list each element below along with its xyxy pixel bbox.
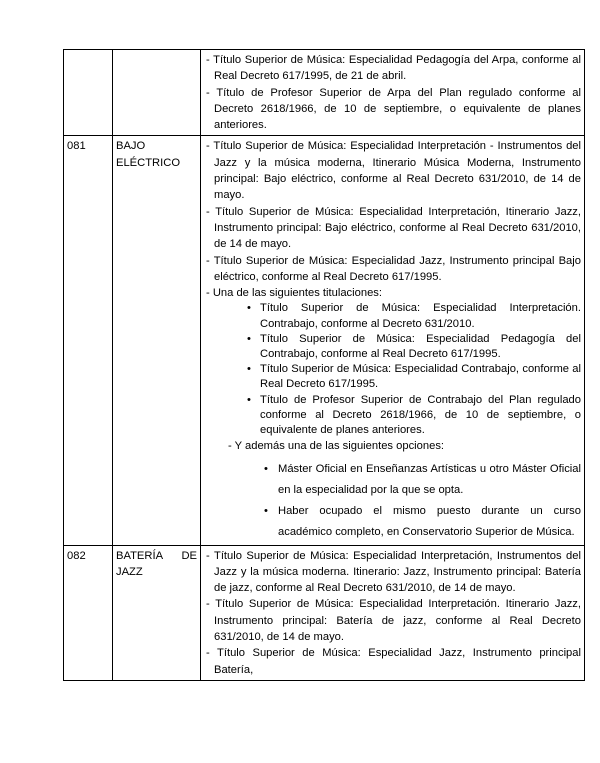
list-item: • Título Superior de Música: Especialidad Pedagogía del Contrabajo, conforme al Real Decreto 617/1995.: [260, 332, 581, 362]
table-row: [64, 50, 585, 136]
degree-item: - Título Superior de Música: Especialidad Interpretación, Instrumentos del Jazz y la música moderna. Itinerario: Jazz, Instrumento principal: Batería de jazz, conforme al Real Decreto 631/2010, de 14 de mayo.: [206, 549, 581, 595]
list-item: • Título Superior de Música: Especialidad Contrabajo, conforme al Real Decreto 617/1995.: [260, 362, 581, 392]
row-name-cell: BAJO ELÉCTRICO: [113, 136, 201, 545]
degree-item: - Una de las siguientes titulaciones:: [206, 287, 382, 300]
name-word: BATERÍA: [116, 549, 164, 562]
name-word: DE: [181, 549, 197, 562]
row-degrees-cell: [201, 136, 585, 545]
additional-requirement-label: - Y además una de las siguientes opciones:: [228, 440, 445, 453]
row-degrees-cell: [201, 50, 585, 136]
qualifications-table: [63, 49, 585, 681]
row-code-cell: 082: [64, 545, 113, 680]
row-name-cell: [113, 545, 201, 680]
table-row: [64, 136, 585, 545]
degree-item: - Título de Profesor Superior de Arpa del Plan regulado conforme al Decreto 2618/1966, de 10 de septiembre, o equivalente de planes anteriores.: [206, 86, 581, 132]
options-list: [204, 459, 581, 543]
degree-item: - Título Superior de Música: Especialidad Jazz, Instrumento principal Bajo eléctrico, conforme al Real Decreto 617/1995.: [206, 254, 581, 283]
list-item: • Título Superior de Música: Especialidad Interpretación. Contrabajo, conforme al Decreto 631/2010.: [260, 301, 581, 331]
row-name-cell: [113, 50, 201, 136]
degree-item: - Título Superior de Música: Especialidad Interpretación, Itinerario Jazz, Instrumento principal: Bajo eléctrico, conforme al Real Decreto 631/2010, de 14 de mayo.: [206, 205, 581, 251]
name-word: JAZZ: [116, 565, 143, 578]
degree-item: - Título Superior de Música: Especialidad Pedagogía del Arpa, conforme al Real Decreto 617/1995, de 21 de abril.: [206, 54, 581, 83]
table-row: [64, 545, 585, 680]
degree-item: - Título Superior de Música: Especialidad Jazz, Instrumento principal Batería,: [206, 647, 581, 676]
row-code-cell: [64, 50, 113, 136]
list-item: • Título de Profesor Superior de Contrabajo del Plan regulado conforme al Decreto 2618/1966, de 10 de septiembre, o equivalente de planes anteriores.: [260, 393, 581, 439]
row-degrees-cell: [201, 545, 585, 680]
list-item: • Máster Oficial en Enseñanzas Artísticas u otro Máster Oficial en la especialidad por la que se opta.: [278, 459, 581, 501]
degree-item: - Título Superior de Música: Especialidad Interpretación - Instrumentos del Jazz y la música moderna, Itinerario Música Moderna, Instrumento principal: Bajo eléctrico, conforme al Real Decreto 631/2010, de 14 de mayo.: [206, 140, 581, 202]
degree-item: - Título Superior de Música: Especialidad Interpretación. Itinerario Jazz, Instrumento principal: Batería de jazz, conforme al Real Decreto 631/2010, de 14 de mayo.: [206, 598, 581, 644]
alternative-degrees-list: [204, 301, 581, 438]
list-item: • Haber ocupado el mismo puesto durante un curso académico completo, en Conservatorio Superior de Música.: [278, 501, 581, 543]
row-code-cell: 081: [64, 136, 113, 545]
